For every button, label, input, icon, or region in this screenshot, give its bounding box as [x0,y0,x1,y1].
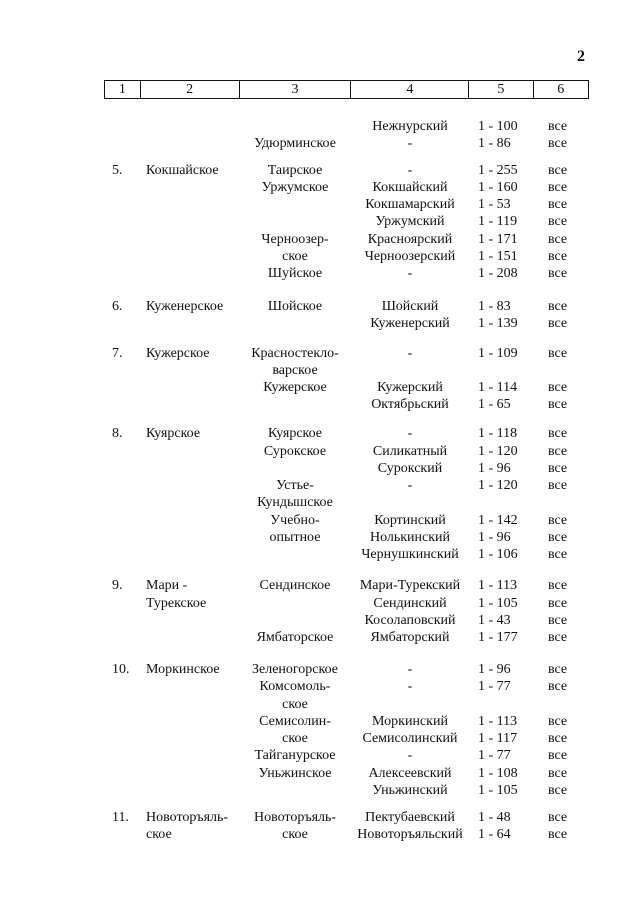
table-cell-range: 1 - 255 [478,163,518,178]
table-cell-district: Моркинское [146,662,220,677]
table-cell-range: 1 - 96 [478,530,511,545]
table-cell-settlement: Кужерское [263,380,327,395]
table-cell-settlement: Красностекло- [251,346,339,361]
table-cell-num: 11. [112,810,129,825]
table-cell-range: 1 - 113 [478,578,518,593]
table-cell-settlement: Устье- [276,478,314,493]
table-cell-range: 1 - 96 [478,662,511,677]
table-cell-settlement: Удюрминское [254,136,336,151]
table-cell-settlement: Сурокское [263,444,327,459]
table-cell-range: 1 - 100 [478,119,518,134]
table-cell-range: 1 - 65 [478,397,511,412]
table-cell-village: Новоторъяльский [357,827,463,842]
table-cell-range: 1 - 142 [478,513,518,528]
table-cell-village: Нежнурский [372,119,448,134]
table-cell-all: все [548,266,568,281]
table-cell-village: - [407,346,413,361]
table-cell-all: все [548,316,568,331]
table-cell-all: все [548,748,568,763]
table-cell-village: - [407,679,413,694]
table-cell-range: 1 - 83 [478,299,511,314]
table-cell-settlement: Таирское [267,163,323,178]
table-cell-village: Черноозерский [364,249,456,264]
table-cell-village: Сендинский [373,596,447,611]
table-cell-district: ское [146,827,172,842]
table-cell-village: - [407,136,413,151]
table-cell-num: 8. [112,426,123,441]
table-cell-district: Турекское [146,596,207,611]
table-cell-village: - [407,478,413,493]
header-col-3: 3 [239,81,351,98]
table-cell-village: Ямбаторский [370,630,450,645]
table-cell-range: 1 - 64 [478,827,511,842]
table-cell-all: все [548,444,568,459]
table-cell-all: все [548,530,568,545]
table-cell-settlement: Уржумское [261,180,329,195]
table-cell-range: 1 - 177 [478,630,518,645]
table-cell-num: 5. [112,163,123,178]
table-cell-village: Красноярский [367,232,453,247]
table-cell-range: 1 - 96 [478,461,511,476]
table-cell-settlement: Новоторъяль- [253,810,337,825]
table-cell-village: Уржумский [375,214,445,229]
table-cell-village: Семисолинский [362,731,458,746]
table-cell-all: все [548,214,568,229]
table-cell-all: все [548,232,568,247]
table-cell-settlement: опытное [269,530,321,545]
table-cell-settlement: ское [282,731,308,746]
table-cell-all: все [548,679,568,694]
table-cell-all: все [548,346,568,361]
table-cell-range: 1 - 53 [478,197,511,212]
table-cell-all: все [548,299,568,314]
table-cell-all: все [548,766,568,781]
table-cell-village: - [407,266,413,281]
table-cell-all: все [548,380,568,395]
table-cell-village: Кокшамарский [365,197,455,212]
header-col-2: 2 [140,81,239,98]
header-col-4: 4 [350,81,468,98]
table-cell-num: 7. [112,346,123,361]
table-cell-num: 6. [112,299,123,314]
table-cell-district: Новоторъяль- [146,810,229,825]
table-cell-all: все [548,513,568,528]
table-cell-village: - [407,748,413,763]
table-cell-settlement: Уньжинское [258,766,332,781]
table-cell-village: Шойский [381,299,439,314]
table-cell-range: 1 - 119 [478,214,518,229]
table-cell-range: 1 - 139 [478,316,518,331]
table-cell-range: 1 - 113 [478,714,518,729]
table-cell-range: 1 - 208 [478,266,518,281]
table-cell-village: Косолаповский [364,613,456,628]
table-cell-range: 1 - 160 [478,180,518,195]
table-cell-village: Октябрьский [371,397,449,412]
table-cell-settlement: варское [272,363,318,378]
table-cell-settlement: Шойское [267,299,323,314]
table-cell-settlement: Зеленогорское [251,662,338,677]
table-cell-village: - [407,163,413,178]
table-cell-all: все [548,163,568,178]
table-cell-range: 1 - 48 [478,810,511,825]
table-cell-range: 1 - 117 [478,731,518,746]
table-cell-num: 9. [112,578,123,593]
table-cell-all: все [548,547,568,562]
table-cell-village: Чернушкинский [361,547,459,562]
table-cell-range: 1 - 105 [478,783,518,798]
table-cell-district: Куженерское [146,299,224,314]
table-cell-settlement: Ямбаторское [256,630,334,645]
table-cell-settlement: Черноозер- [261,232,329,247]
table-cell-village: - [407,662,413,677]
table-cell-all: все [548,180,568,195]
table-cell-range: 1 - 114 [478,380,518,395]
table-cell-village: - [407,426,413,441]
table-cell-all: все [548,426,568,441]
table-cell-district: Мари - [146,578,188,593]
table-cell-num: 10. [112,662,130,677]
table-cell-range: 1 - 118 [478,426,518,441]
table-cell-all: все [548,630,568,645]
table-cell-village: Нолькинский [369,530,451,545]
table-cell-settlement: Учебно- [270,513,320,528]
table-cell-settlement: Тайганурское [254,748,336,763]
table-cell-village: Моркинский [372,714,448,729]
table-cell-settlement: Комсомоль- [259,679,331,694]
table-cell-settlement: Сендинское [259,578,331,593]
header-col-5: 5 [468,81,532,98]
table-cell-all: все [548,197,568,212]
table-cell-district: Куярское [146,426,201,441]
table-cell-settlement: Куярское [267,426,323,441]
table-cell-district: Кокшайское [146,163,219,178]
table-cell-all: все [548,613,568,628]
table-cell-range: 1 - 105 [478,596,518,611]
table-cell-all: все [548,662,568,677]
table-cell-range: 1 - 108 [478,766,518,781]
table-cell-district: Кужерское [146,346,210,361]
table-cell-all: все [548,119,568,134]
table-cell-range: 1 - 120 [478,444,518,459]
table-cell-range: 1 - 120 [478,478,518,493]
page-number: 2 [577,48,585,65]
table-cell-all: все [548,714,568,729]
header-col-6: 6 [533,81,588,98]
table-cell-village: Сурокский [377,461,443,476]
table-cell-village: Мари-Турекский [359,578,461,593]
table-cell-settlement: Семисолин- [259,714,331,729]
table-cell-village: Кортинский [374,513,446,528]
table-cell-all: все [548,397,568,412]
header-col-1: 1 [104,81,140,98]
table-cell-village: Куженерский [370,316,450,331]
table-cell-village: Пектубаевский [365,810,455,825]
table-cell-village: Уньжинский [372,783,448,798]
table-cell-settlement: ское [282,249,308,264]
table-cell-all: все [548,783,568,798]
table-cell-range: 1 - 171 [478,232,518,247]
table-cell-village: Силикатный [372,444,448,459]
table-cell-village: Кокшайский [372,180,448,195]
table-header [104,80,589,99]
table-cell-settlement: ское [282,697,308,712]
table-cell-range: 1 - 109 [478,346,518,361]
table-cell-all: все [548,827,568,842]
table-cell-range: 1 - 77 [478,679,511,694]
table-cell-range: 1 - 86 [478,136,511,151]
table-cell-settlement: Шуйское [267,266,323,281]
table-cell-settlement: Кундышское [257,495,333,510]
table-cell-all: все [548,461,568,476]
table-cell-all: все [548,810,568,825]
table-cell-all: все [548,578,568,593]
table-cell-range: 1 - 43 [478,613,511,628]
table-cell-village: Алексеевский [368,766,452,781]
table-cell-village: Кужерский [377,380,443,395]
table-cell-all: все [548,596,568,611]
table-cell-range: 1 - 106 [478,547,518,562]
table-cell-settlement: ское [282,827,308,842]
table-cell-all: все [548,249,568,264]
table-cell-all: все [548,478,568,493]
table-cell-all: все [548,731,568,746]
table-cell-all: все [548,136,568,151]
table-cell-range: 1 - 151 [478,249,518,264]
table-cell-range: 1 - 77 [478,748,511,763]
